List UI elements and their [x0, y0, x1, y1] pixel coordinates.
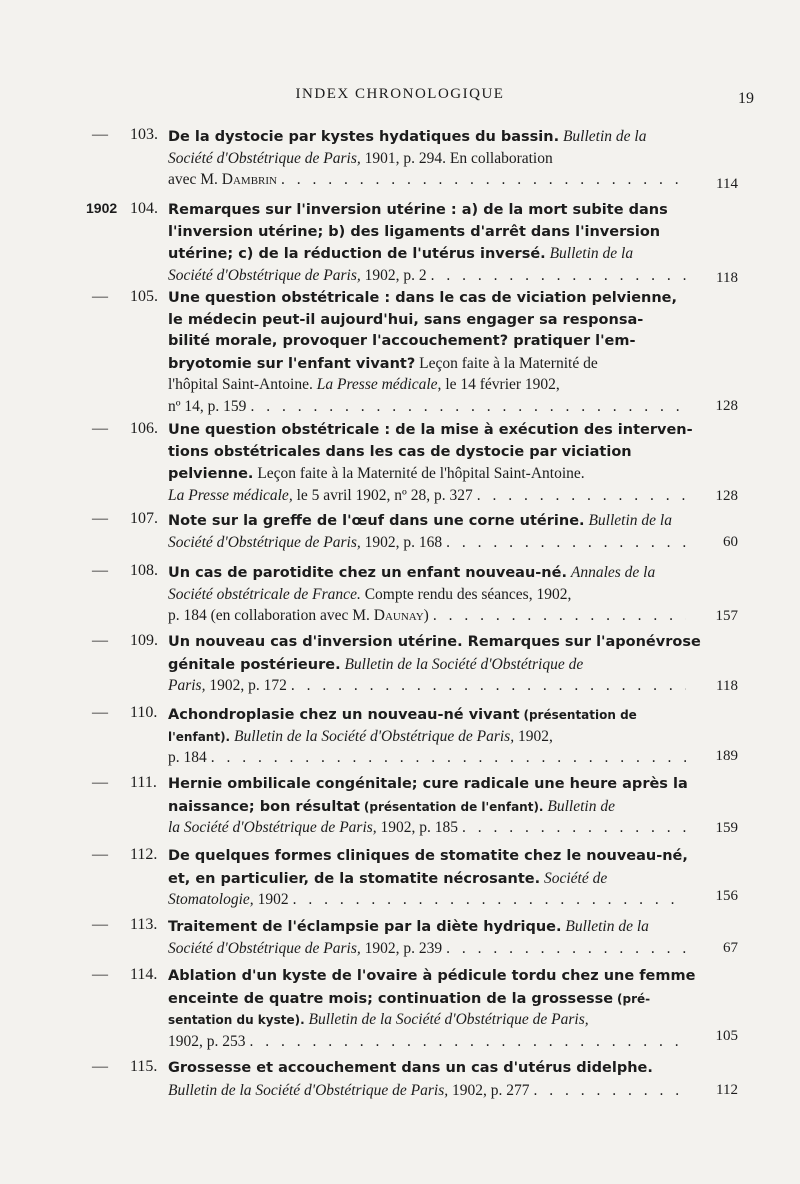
entry-text: De la dystocie par kystes hydatiques du bassin. Bulletin de la Société d'Obstétrique de Paris, 1901, p. 294. En collaboration avec M. Dambrin . . . — [168, 126, 686, 191]
entry-text: De quelques formes cliniques de stomatite chez le nouveau-né, et, en particulier, de la stomatite nécrosante. Société de Stomatologie, 1902 . . . — [168, 846, 686, 911]
entry-number: 109. — [130, 632, 158, 649]
entry-dash: — — [92, 632, 108, 649]
entry-dash: — — [92, 288, 108, 305]
page-reference: 189 — [715, 748, 738, 764]
entry-number: 114. — [130, 966, 158, 983]
entry-number: 108. — [130, 562, 158, 579]
entry-text: Achondroplasie chez un nouveau-né vivant (présentation de l'enfant). Bulletin de la Société d'Obstétrique de Paris, 1902, p. 184 . . . — [168, 704, 686, 769]
entry-number: 103. — [130, 126, 158, 143]
page-reference: 157 — [715, 608, 738, 624]
entry-dash: — — [92, 562, 108, 579]
entry-text: Ablation d'un kyste de l'ovaire à pédicule tordu chez une femme enceinte de quatre mois; continuation de la grossesse (pré- sentation du kyste). Bulletin de la Société d'Obstétrique de Paris, 1902, p. 253 . . . — [168, 966, 686, 1052]
page-reference: 114 — [716, 176, 738, 192]
page-number: 19 — [738, 90, 754, 107]
entry-number: 110. — [130, 704, 158, 721]
entry-text: Note sur la greffe de l'œuf dans une corne utérine. Bulletin de la Société d'Obstétrique de Paris, 1902, p. 168 . . . — [168, 510, 686, 553]
entry-dash: — — [92, 1058, 108, 1075]
page-reference: 67 — [723, 940, 738, 956]
entry-dash: — — [92, 126, 108, 143]
page-reference: 112 — [716, 1082, 738, 1098]
entry-text: Une question obstétricale : dans le cas de viciation pelvienne, le médecin peut-il aujourd'hui, sans engager sa responsa- bilité morale, provoquer l'accouchement? pratiquer l'em- bryotomie sur l'enfant vivant? Leçon faite à la Maternité de l'hôpital Saint-Antoine. La Presse médicale, le 14 février 1902, nº 14, p. 159 . . . — [168, 288, 686, 417]
entry-text: Traitement de l'éclampsie par la diète hydrique. Bulletin de la Société d'Obstétrique de Paris, 1902, p. 239 . . . — [168, 916, 686, 959]
running-header: INDEX CHRONOLOGIQUE — [295, 86, 505, 102]
entry-number: 105. — [130, 288, 158, 305]
page-reference: 128 — [715, 488, 738, 504]
page-reference: 60 — [723, 534, 738, 550]
entry-dash: — — [92, 704, 108, 721]
entry-text: Un nouveau cas d'inversion utérine. Remarques sur l'aponévrose génitale postérieure. Bulletin de la Société d'Obstétrique de Paris, 1902, p. 172 . . . — [168, 632, 686, 697]
page-reference: 118 — [716, 270, 738, 286]
entry-number: 112. — [130, 846, 158, 863]
entry-dash: — — [92, 916, 108, 933]
page-reference: 128 — [715, 398, 738, 414]
entry-number: 106. — [130, 420, 158, 437]
entry-number: 111. — [130, 774, 157, 791]
entry-dash: — — [92, 966, 108, 983]
entry-dash: — — [92, 510, 108, 527]
year-marker: 1902 — [86, 200, 118, 216]
page-reference: 105 — [715, 1028, 738, 1044]
entry-text: Grossesse et accouchement dans un cas d'utérus didelphe. Bulletin de la Société d'Obstétrique de Paris, 1902, p. 277 . . . — [168, 1058, 686, 1101]
page-reference: 118 — [716, 678, 738, 694]
page-reference: 156 — [715, 888, 738, 904]
entry-number: 115. — [130, 1058, 158, 1075]
entry-number: 104. — [130, 200, 158, 217]
page-reference: 159 — [715, 820, 738, 836]
entry-dash: — — [92, 420, 108, 437]
entry-text: Remarques sur l'inversion utérine : a) de la mort subite dans l'inversion utérine; b) des ligaments d'arrêt dans l'inversion utérine; c) de la réduction de l'utérus inversé. Bulletin de la Société d'Obstétrique de Paris, 1902, p. 2 . . . — [168, 200, 686, 286]
entry-number: 107. — [130, 510, 158, 527]
entry-text: Un cas de parotidite chez un enfant nouveau-né. Annales de la Société obstétricale de France. Compte rendu des séances, 1902, p. 184 (en collaboration avec M. Daunay) . . . — [168, 562, 686, 627]
entry-text: Une question obstétricale : de la mise à exécution des interven- tions obstétricales dans les cas de dystocie par viciation pelvienne. Leçon faite à la Maternité de l'hôpital Saint-Antoine. La Presse médicale, le 5 avril 1902, nº 28, p. 327 . . . — [168, 420, 686, 506]
entry-dash: — — [92, 774, 108, 791]
entry-text: Hernie ombilicale congénitale; cure radicale une heure après la naissance; bon résultat (présentation de l'enfant). Bulletin de la Société d'Obstétrique de Paris, 1902, p. 185 . . . — [168, 774, 686, 839]
entry-dash: — — [92, 846, 108, 863]
entry-number: 113. — [130, 916, 158, 933]
